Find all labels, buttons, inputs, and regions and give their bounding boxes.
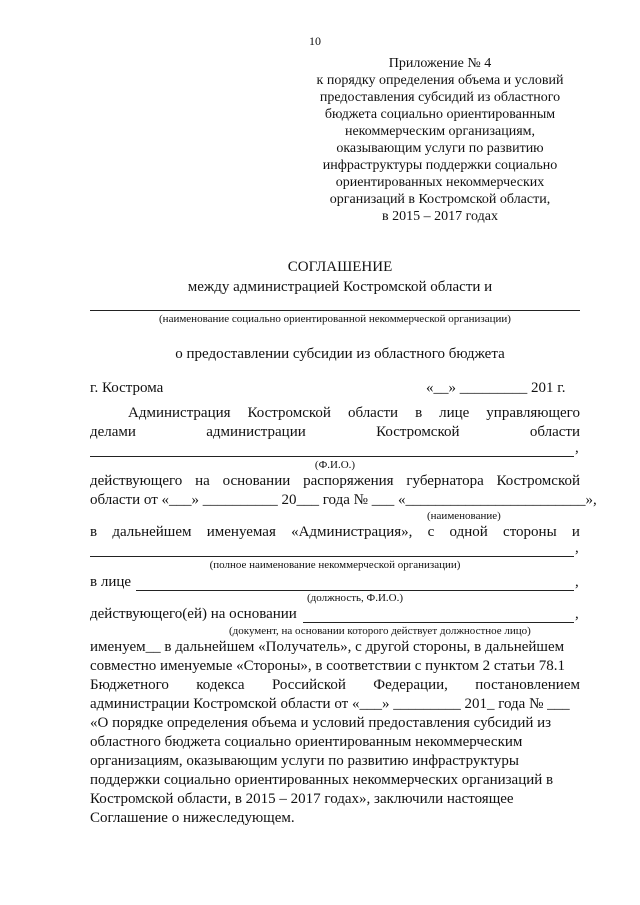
appendix-line: к порядку определения объема и условий [316, 73, 564, 88]
body-line: действующего(ей) на основании [90, 606, 297, 622]
body-line [128, 405, 580, 422]
word: Федерации, [373, 677, 448, 693]
appendix-line: ориентированных некоммерческих [335, 175, 545, 190]
line-comma: , [575, 440, 579, 456]
body-line: «О порядке определения объема и условий предоставления субсидий из [90, 715, 552, 731]
agreement-subject: о предоставлении субсидии из областного бюджета [175, 346, 505, 362]
org-name-line [90, 310, 580, 311]
appendix-line: инфраструктуры поддержки социально [322, 158, 558, 173]
full-name-line [90, 556, 574, 557]
body-line [90, 677, 580, 694]
hint-fio: (Ф.И.О.) [314, 459, 356, 471]
word: распоряжения [303, 473, 394, 489]
word: действующего [90, 473, 183, 489]
body-line: в лице [90, 574, 132, 590]
line-comma: , [575, 606, 579, 622]
word: лице [439, 405, 470, 421]
body-line: поддержки социально ориентированных некоммерческих организаций в [90, 772, 554, 788]
appendix-line: Приложение № 4 [388, 56, 492, 71]
word: основании [222, 473, 291, 489]
body-line: совместно именуемые «Стороны», в соответствии с пунктом 2 статьи 78.1 [90, 658, 565, 674]
word: управляющего [486, 405, 580, 421]
word: Костромской [376, 424, 460, 440]
word: области [347, 405, 399, 421]
hint-document: (документ, на основании которого действует должностное лицо) [229, 625, 531, 637]
word: администрации [206, 424, 306, 440]
word: стороны [503, 524, 557, 540]
word: с [427, 524, 435, 540]
word: одной [449, 524, 488, 540]
line-comma: , [575, 574, 579, 590]
word: в [90, 524, 98, 540]
position-line [136, 590, 574, 591]
place: г. Кострома [90, 380, 164, 396]
hint-name: (наименование) [427, 510, 501, 522]
document-subtitle: между администрацией Костромской области и [187, 279, 493, 295]
fio-line [90, 456, 574, 457]
word: Российской [271, 677, 346, 693]
word: кодекса [196, 677, 245, 693]
word: постановлением [475, 677, 580, 693]
body-line: именуем__ в дальнейшем «Получатель», с другой стороны, в дальнейшем [90, 639, 565, 655]
body-line [90, 424, 580, 441]
document-title: СОГЛАШЕНИЕ [287, 259, 393, 275]
page-number: 10 [309, 34, 321, 48]
line-comma: , [575, 540, 579, 556]
body-line: Соглашение о нижеследующем. [90, 810, 295, 826]
body-line: организациям, оказывающим услуги по развитию инфраструктуры [90, 753, 519, 769]
word: делами [90, 424, 136, 440]
hint-org-name: (наименование социально ориентированной некоммерческой организации) [159, 313, 511, 325]
word: Бюджетного [90, 677, 169, 693]
appendix-line: бюджета социально ориентированным [324, 107, 556, 122]
appendix-line: некоммерческим организациям, [344, 124, 536, 139]
word: в [415, 405, 423, 421]
word: губернатора [406, 473, 484, 489]
word: Костромской [496, 473, 580, 489]
appendix-line: в 2015 – 2017 годах [382, 209, 498, 224]
body-line: администрации Костромской области от «___» _________ 201_ года № ___ [90, 696, 570, 712]
word: на [195, 473, 210, 489]
appendix-line: организаций в Костромской области, [329, 192, 551, 207]
body-line: области от «___» __________ 20___ года № ___ «________________________», [90, 492, 597, 508]
document-line [303, 622, 574, 623]
body-line [90, 473, 580, 490]
word: Администрация [128, 405, 231, 421]
hint-position: (должность, Ф.И.О.) [306, 592, 404, 604]
appendix-line: предоставления субсидий из областного [319, 90, 561, 105]
word: и [571, 524, 580, 540]
word: именуемая [206, 524, 276, 540]
hint-full-name: (полное наименование некоммерческой организации) [209, 559, 461, 571]
word: области [529, 424, 580, 440]
body-line [90, 524, 580, 541]
word: Костромской [247, 405, 331, 421]
appendix-line: оказывающим услуги по развитию [336, 141, 544, 156]
body-line: областного бюджета социально ориентированным некоммерческим [90, 734, 523, 750]
date: «__» _________ 201 г. [426, 380, 566, 396]
body-line: Костромской области, в 2015 – 2017 годах», заключили настоящее [90, 791, 514, 807]
word: «Администрация», [291, 524, 413, 540]
word: дальнейшем [112, 524, 192, 540]
